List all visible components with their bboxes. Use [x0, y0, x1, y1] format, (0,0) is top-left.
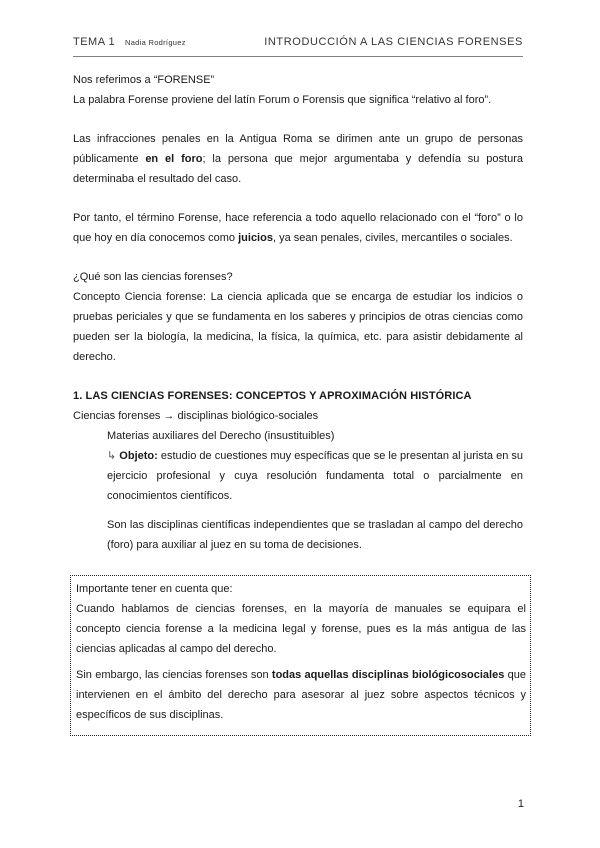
roma-text: Las infracciones penales en la Antigua Roma se dirimen ante un grupo de personas públicamente [73, 133, 523, 165]
concepto-paragraph: Concepto Ciencia forense: La ciencia aplicada que se encarga de estudiar los indicios o pruebas periciales y que se fundamenta en los saberes y principios de otras ciencias como pueden ser la biología, la medicina, la física, la química, etc. para asistir debidamente al derecho. [73, 291, 523, 363]
intro-line-1: Nos referimos a “FORENSE” [73, 74, 215, 86]
box-p2-text: Sin embargo, las ciencias forenses son [76, 669, 272, 681]
page-header [73, 36, 523, 57]
roma-text-end: ; la persona que mejor argumentaba y defendía su postura determinaba el resultado del caso. [73, 153, 523, 185]
page-number: 1 [517, 798, 524, 810]
section-title: 1. LAS CIENCIAS FORENSES: CONCEPTOS Y APROXIMACIÓN HISTÓRICA [73, 390, 472, 402]
important-box [70, 575, 531, 736]
box-p2-text-end: que intervienen en el ámbito del derecho para asesorar al juez sobre aspectos técnicos y específicos de sus disciplinas. [76, 669, 526, 721]
box-paragraph-1: Cuando hablamos de ciencias forenses, en la mayoría de manuales se equipara el concepto ciencia forense a la medicina legal y forense, pues es la más antigua de las ciencias aplicadas al campo del derecho. [76, 603, 526, 655]
document-body [73, 70, 526, 736]
objeto-paragraph [73, 446, 523, 506]
roma-paragraph [73, 129, 523, 189]
header-title: INTRODUCCIÓN A LAS CIENCIAS FORENSES [264, 36, 523, 48]
disciplinas-paragraph: Son las disciplinas científicas independientes que se trasladan al campo del derecho (foro) para auxiliar al juez en su toma de decisiones. [107, 519, 523, 551]
header-author: Nadia Rodríguez [125, 38, 186, 47]
termino-paragraph [73, 208, 523, 248]
termino-bold: juicios [238, 232, 273, 244]
auxiliares-line: Materias auxiliares del Derecho (insustituibles) [107, 430, 335, 442]
sub-arrow-icon: ↳ [107, 450, 120, 462]
header-tema: TEMA 1 [73, 36, 116, 48]
intro-line-2: La palabra Forense proviene del latín Forum o Forensis que significa “relativo al foro”. [73, 94, 492, 106]
termino-text-end: , ya sean penales, civiles, mercantiles o sociales. [272, 232, 513, 244]
concepto-question: ¿Qué son las ciencias forenses? [73, 271, 233, 283]
section-line-1: Ciencias forenses → disciplinas biológico-sociales [73, 410, 319, 422]
box-heading: Importante tener en cuenta que: [76, 583, 233, 595]
termino-text: Por tanto, el término Forense, hace referencia a todo aquello relacionado con el “foro” o lo que hoy en día conocemos como [73, 212, 523, 244]
roma-bold: en el foro [145, 153, 203, 165]
box-paragraph-2 [76, 665, 526, 725]
box-p2-bold: todas aquellas disciplinas biológicosociales [271, 669, 505, 681]
objeto-label: Objeto: [119, 450, 158, 462]
objeto-text: estudio de cuestiones muy específicas que se le presentan al jurista en su ejercicio profesional y cuya resolución fundamenta total o parcialmente en conocimientos científicos. [107, 450, 524, 502]
